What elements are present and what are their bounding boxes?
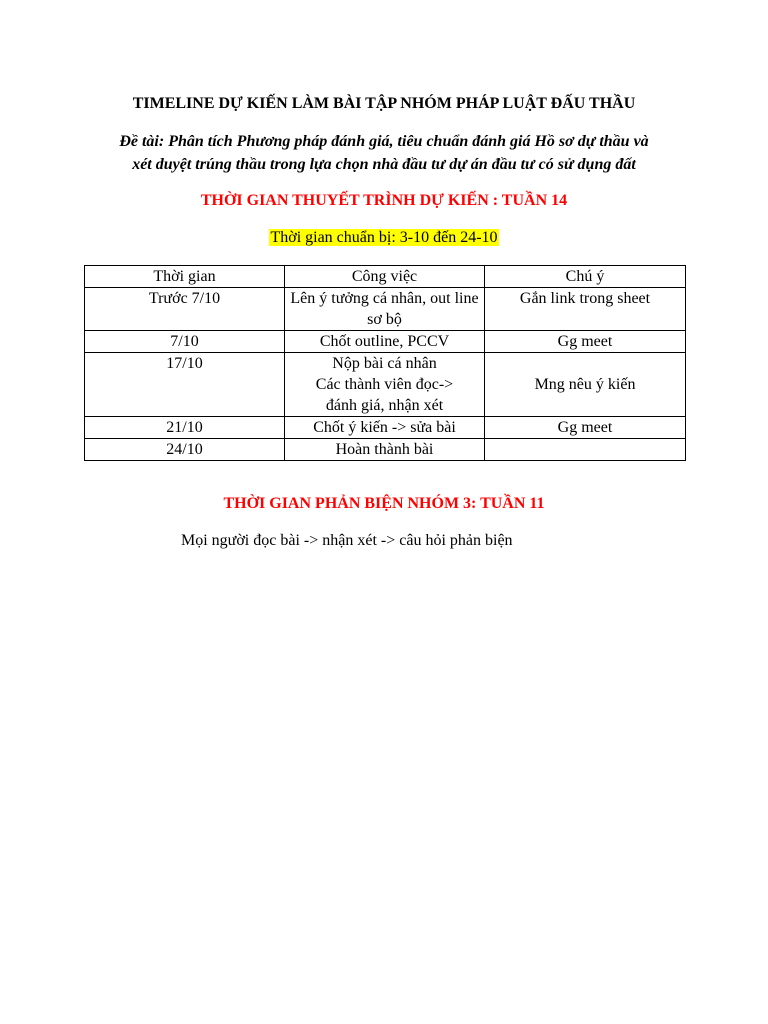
row-task-line: Các thành viên đọc->: [315, 376, 454, 393]
row-task-line: Chốt outline, PCCV: [319, 333, 450, 350]
row-task: [285, 288, 485, 331]
topic-line-2: xét duyệt trúng thầu trong lựa chọn nhà đầu tư dự án đầu tư có sử dụng đất: [132, 156, 636, 173]
table-row: [85, 353, 686, 417]
prep-time-line: [0, 227, 768, 249]
column-header-note: Chú ý: [485, 266, 686, 288]
column-header-time: Thời gian: [85, 266, 285, 288]
rebuttal-note: Mọi người đọc bài -> nhận xét -> câu hỏi phản biện: [181, 532, 513, 549]
row-task-line: Chốt ý kiến -> sửa bài: [313, 419, 456, 436]
prep-time-highlight: Thời gian chuẩn bị: 3-10 đến 24-10: [270, 229, 498, 246]
table-row: [85, 439, 686, 461]
table-row: [85, 417, 686, 439]
topic-heading: [84, 130, 684, 176]
table-row: [85, 288, 686, 331]
row-note: Gắn link trong sheet: [485, 288, 686, 331]
row-note: Gg meet: [485, 417, 686, 439]
row-task-line: Hoàn thành bài: [335, 441, 434, 458]
topic-line-1: Đề tài: Phân tích Phương pháp đánh giá, tiêu chuẩn đánh giá Hồ sơ dự thầu và: [119, 133, 649, 150]
row-time: Trước 7/10: [85, 288, 285, 331]
document-title: TIMELINE DỰ KIẾN LÀM BÀI TẬP NHÓM PHÁP LUẬT ĐẤU THẦU: [132, 95, 636, 112]
row-note: [485, 439, 686, 461]
row-task-line: đánh giá, nhận xét: [325, 397, 444, 414]
timeline-table: [84, 265, 686, 461]
rebuttal-time-heading: THỜI GIAN PHẢN BIỆN NHÓM 3: TUẦN 11: [223, 495, 545, 512]
row-time: 21/10: [85, 417, 285, 439]
column-header-task: Công việc: [285, 266, 485, 288]
row-note: Mng nêu ý kiến: [485, 353, 686, 417]
row-task: [285, 439, 485, 461]
presentation-time-heading: THỜI GIAN THUYẾT TRÌNH DỰ KIẾN : TUẦN 14: [200, 192, 568, 209]
row-task-line: Nộp bài cá nhân: [332, 355, 437, 372]
row-time: 7/10: [85, 331, 285, 353]
row-time: 17/10: [85, 353, 285, 417]
row-time: 24/10: [85, 439, 285, 461]
row-note: Gg meet: [485, 331, 686, 353]
table-row: [85, 331, 686, 353]
row-task: [285, 353, 485, 417]
row-task-line: Lên ý tưởng cá nhân, out line sơ bộ: [290, 290, 479, 328]
table-header-row: [85, 266, 686, 288]
row-task: [285, 417, 485, 439]
row-task: [285, 331, 485, 353]
